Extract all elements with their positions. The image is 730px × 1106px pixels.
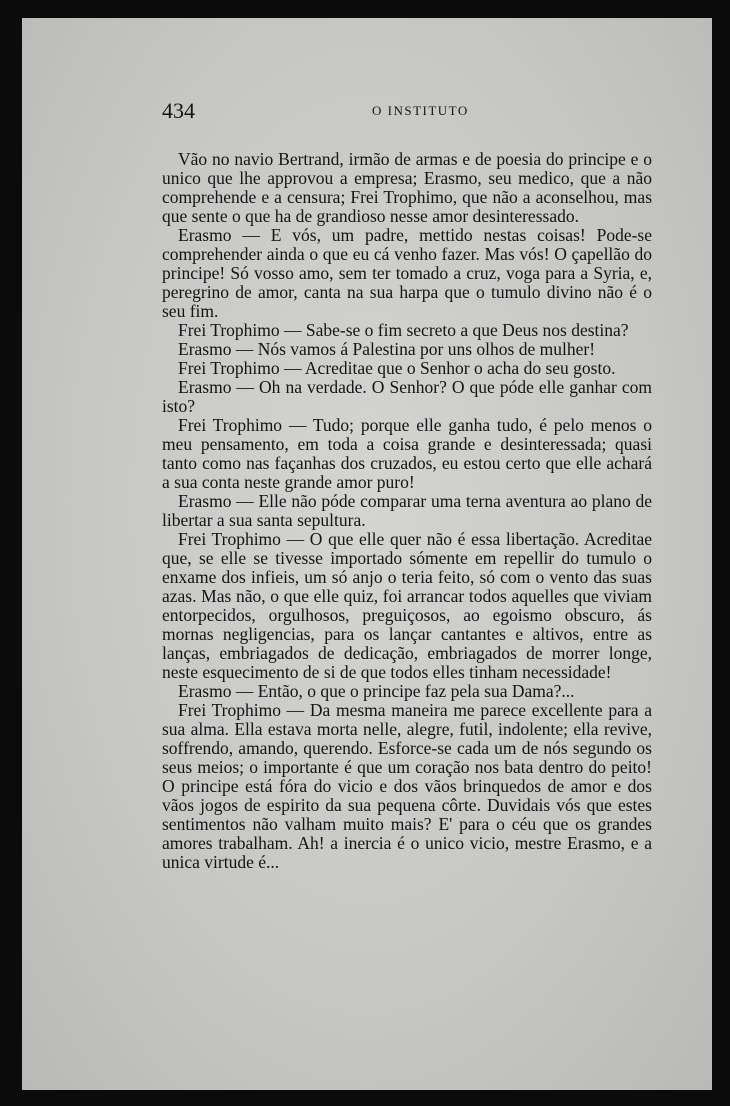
- page-header: [162, 98, 652, 128]
- paragraph-dialogue: Erasmo — E vós, um padre, mettido nestas coisas! Pode-se comprehender ainda o que eu cá venho fazer. Mas vós! O çapellão do principe! Só vosso amo, sem ter tomado a cruz, voga para a Syria, e, peregrino de amor, canta na sua harpa que o tumulo divino não é o seu fim.: [162, 225, 652, 321]
- paragraph-dialogue: Erasmo — Oh na verdade. O Senhor? O que póde elle ganhar com isto?: [162, 377, 652, 416]
- paragraph-dialogue: Erasmo — Elle não póde comparar uma terna aventura ao plano de libertar a sua santa sepultura.: [162, 491, 652, 530]
- body-text: [162, 150, 652, 872]
- paragraph-intro: Vão no navio Bertrand, irmão de armas e de poesia do principe e o unico que lhe approvou a empresa; Erasmo, seu medico, que a não comprehende e a censura; Frei Trophimo, que não a aconselhou, mas que sente o que ha de grandioso nesse amor desinteressado.: [162, 149, 652, 226]
- paragraph-dialogue: Frei Trophimo — Acreditae que o Senhor o acha do seu gosto.: [178, 358, 616, 378]
- paragraph-dialogue: Erasmo — Nós vamos á Palestina por uns olhos de mulher!: [178, 339, 596, 359]
- book-page: [22, 18, 712, 1090]
- page-number: 434: [162, 98, 195, 123]
- paragraph-dialogue: Frei Trophimo — Da mesma maneira me parece excellente para a sua alma. Ella estava morta nelle, alegre, futil, indolente; ella revive, soffrendo, amando, querendo. Esforce-se cada um de nós segundo os seus meios; o importante é que um coração nos bata dentro do peito! O principe está fóra do vicio e dos vãos brinquedos de amor e dos vãos jogos de espirito da sua pequena côrte. Duvidais vós que estes sentimentos não valham muito mais? E' para o céu que os grandes amores trabalham. Ah! a inercia é o unico vicio, mestre Erasmo, e a unica virtude é...: [162, 700, 652, 872]
- running-title: O INSTITUTO: [372, 103, 469, 118]
- paragraph-dialogue: Frei Trophimo — O que elle quer não é essa libertação. Acreditae que, se elle se tivesse importado sómente em repellir do tumulo o enxame dos infieis, um só anjo o teria feito, só com o vento das suas azas. Mas não, o que elle quiz, foi arrancar todos aquelles que viviam entorpecidos, orgulhosos, preguiçosos, ao egoismo obscuro, ás mornas negligencias, para os lançar cantantes e altivos, entre as lanças, embriagados de dedicação, embriagados de morrer longe, neste esquecimento de si de que todos elles tinham necessidade!: [162, 529, 652, 682]
- paragraph-dialogue: Frei Trophimo — Tudo; porque elle ganha tudo, é pelo menos o meu pensamento, em toda a coisa grande e desinteressada; quasi tanto como nas façanhas dos cruzados, eu estou certo que elle achará a sua conta neste grande amor puro!: [162, 415, 652, 492]
- paragraph-dialogue: Frei Trophimo — Sabe-se o fim secreto a que Deus nos destina?: [178, 320, 629, 340]
- paragraph-dialogue: Erasmo — Então, o que o principe faz pela sua Dama?...: [178, 681, 575, 701]
